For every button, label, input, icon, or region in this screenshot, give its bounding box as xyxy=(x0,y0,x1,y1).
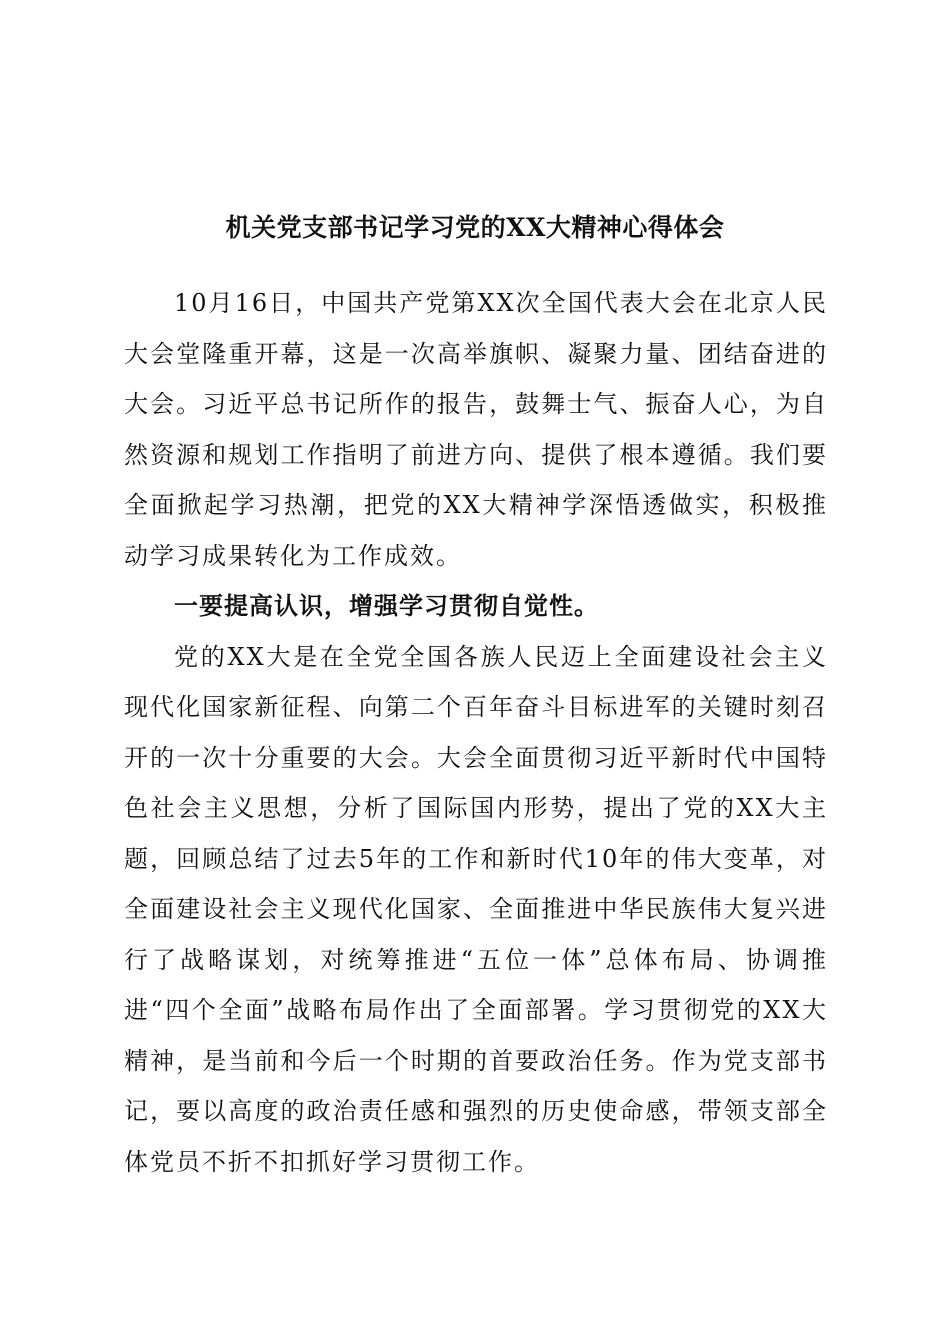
paragraph-intro: 10月16日，中国共产党第XX次全国代表大会在北京人民大会堂隆重开幕，这是一次高举旗帜、凝聚力量、团结奋进的大会。习近平总书记所作的报告，鼓舞士气、振奋人心，为自然资源和规划工作指明了前进方向、提供了根本遵循。我们要全面掀起学习热潮，把党的XX大精神学深悟透做实，积极推动学习成果转化为工作成效。 xyxy=(124,289,828,570)
section-heading-1: 一要提高认识，增强学习贯彻自觉性。 xyxy=(174,592,599,620)
document-body xyxy=(124,278,828,1187)
document-title: 机关党支部书记学习党的XX大精神心得体会 xyxy=(225,213,725,242)
paragraph-section-1: 党的XX大是在全党全国各族人民迈上全面建设社会主义现代化国家新征程、向第二个百年奋斗目标进军的关键时刻召开的一次十分重要的大会。大会全面贯彻习近平新时代中国特色社会主义思想，分析了国际国内形势，提出了党的XX大主题，回顾总结了过去5年的工作和新时代10年的伟大变革，对全面建设社会主义现代化国家、全面推进中华民族伟大复兴进行了战略谋划，对统筹推进“五位一体”总体布局、协调推进“四个全面”战略布局作出了全面部署。学习贯彻党的XX大精神，是当前和今后一个时期的首要政治任务。作为党支部书记，要以高度的政治责任感和强烈的历史使命感，带领支部全体党员不折不扣抓好学习贯彻工作。 xyxy=(124,642,828,1176)
